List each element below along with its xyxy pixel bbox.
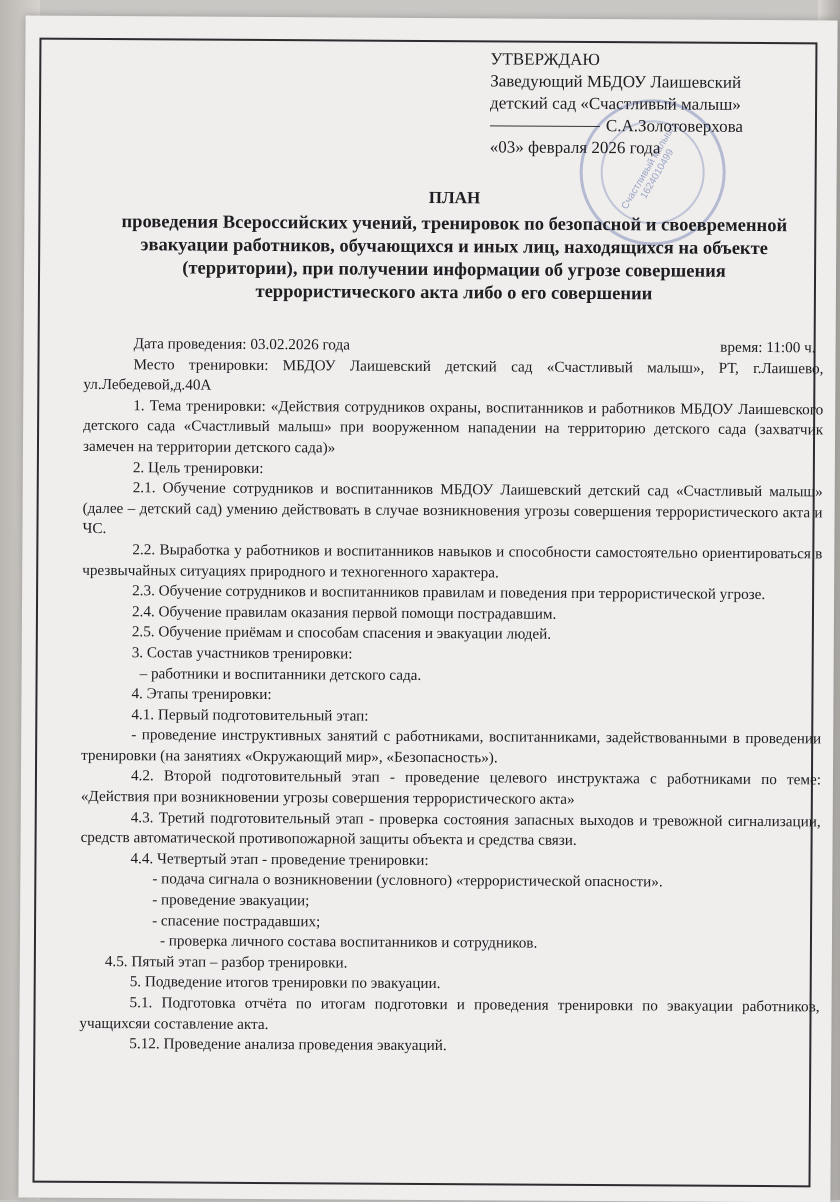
item-4-3: 4.3. Третий подготовительный этап - проверка состояния запасных выходов и тревожной сигнализации, средств автоматической противопожарной защиты объекта и средства связи.	[80, 808, 821, 850]
approval-block	[490, 48, 811, 160]
title-line3: (территории), при получении информации об угрозе совершения	[182, 258, 726, 282]
item-2-4: 2.4. Обучение правилам оказания первой помощи пострадавшим.	[131, 602, 557, 623]
approval-line1: Заведующий МБДОУ Лаишевский	[490, 71, 742, 92]
date-label: Дата проведения: 03.02.2026 года	[133, 335, 351, 354]
title-plan: ПЛАН	[428, 187, 481, 208]
item-1-topic: 1. Тема тренировки: «Действия сотрудников охраны, воспитанников и работников МБДОУ Лаишевского детского сада «Счастливый малыш» при вооруженном нападении на территорию детского сада (захватчик замечен на территории детского сада)»	[82, 396, 824, 457]
item-2-1: 2.1. Обучение сотрудников и воспитанников МБДОУ Лаишевский детский сад «Счастливый малыш» (далее – детский сад) умению действовать в случае возникновения угрозы совершения террористического акта и ЧС.	[82, 479, 823, 538]
time-label: время: 11:00 ч.	[720, 338, 816, 357]
item-5: 5. Подведение итогов тренировки по эвакуации.	[129, 973, 441, 993]
item-4-2: 4.2. Второй подготовительный этап - проведение целевого инструктажа с работниками по теме: «Действия при возникновении угрозы совершения террористического акта»	[80, 767, 822, 808]
document-body	[79, 334, 823, 1059]
approval-signer: С.А.Золотоверхова	[605, 116, 744, 136]
item-4-1: 4.1. Первый подготовительный этап:	[131, 705, 369, 725]
item-4-4-evacuation: - проведение эвакуации;	[152, 891, 310, 910]
approval-line2: детский сад «Счастливый малыш»	[490, 93, 741, 114]
item-4-5: 4.5. Пятый этап – разбор тренировки.	[104, 952, 348, 972]
item-2-3: 2.3. Обучение сотрудников и воспитанников правилам и поведения при террористической угрозе.	[132, 582, 766, 604]
item-2-2: 2.2. Выработка у работников и воспитанников навыков и способности самостоятельно ориентироваться в чрезвычайных ситуациях природного и техногенного характера.	[82, 541, 823, 581]
item-4-1-detail: - проведение инструктивных занятий с работниками, воспитанниками, задействованными в проведении тренировки (на занятиях «Окружающий мир», «Безопасность»).	[81, 726, 822, 767]
place-paragraph: Место тренировки: МБДОУ Лаишевский детский сад «Счастливый малыш», РТ, г.Лаишево, ул.Лебедевой,д.40А	[83, 355, 824, 394]
item-3-participants: 3. Состав участников тренировки:	[131, 644, 353, 663]
approval-date: «03» февраля 2026 года	[489, 137, 661, 158]
item-5-1: 5.1. Подготовка отчёта по итогам подготовки и проведения тренировки по эвакуации работников, учащихсяи составление акта.	[79, 994, 820, 1033]
approval-signature-row	[490, 114, 810, 138]
document-title	[84, 184, 825, 308]
item-5-12: 5.12. Проведение анализа проведения эвакуаций.	[129, 1035, 447, 1055]
title-line1: проведения Всероссийских учений, тренировок по безопасной и своевременной	[121, 212, 788, 237]
title-line2: эвакуации работников, обучающихся и иных лиц, находящихся на объекте	[140, 235, 768, 260]
document-page	[18, 16, 837, 1202]
item-4-stages: 4. Этапы тренировки:	[131, 685, 272, 704]
approval-heading: УТВЕРЖДАЮ	[490, 49, 601, 70]
title-line4: террористического акта либо о его совершении	[255, 281, 653, 305]
item-2-5: 2.5. Обучение приёмам и способам спасения и эвакуации людей.	[131, 623, 552, 644]
item-2-goal: 2. Цель тренировки:	[132, 458, 264, 477]
signature-line	[490, 125, 600, 127]
item-3-list: – работники и воспитанники детского сада.	[139, 664, 422, 684]
item-4-4-check: - проверка личного состава воспитанников и сотрудников.	[159, 932, 538, 952]
stamp-text: Счастливый малыш 1624010499	[619, 125, 677, 212]
item-4-4-signal: - подача сигнала о возникновении (условного) «террористической опасности».	[152, 870, 663, 891]
item-4-4-rescue: - спасение пострадавших;	[152, 911, 321, 930]
item-4-4: 4.4. Четвертый этап - проведение тренировки:	[130, 850, 429, 869]
